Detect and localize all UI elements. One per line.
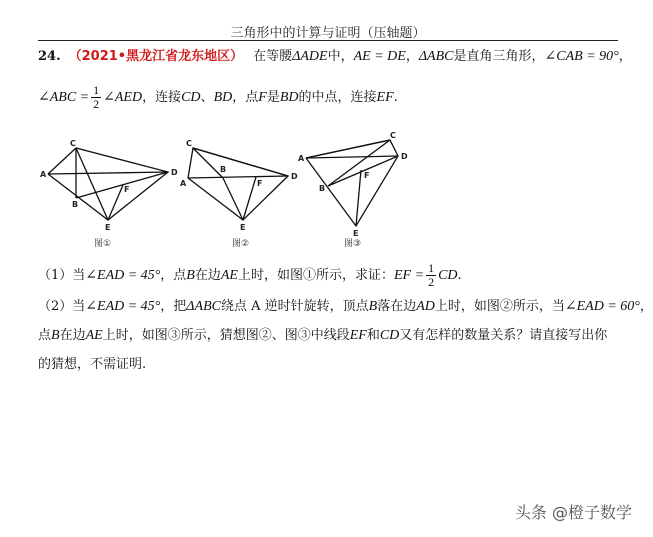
point-label: C xyxy=(70,139,76,148)
part-2-line-2 xyxy=(38,327,607,345)
text: ， xyxy=(618,49,632,64)
math: CD xyxy=(181,90,201,105)
math: EF = xyxy=(394,268,425,283)
text: 绕点 A 逆时针旋转，顶点 xyxy=(220,299,369,314)
text: ，把 xyxy=(160,299,187,314)
text: 和 xyxy=(366,328,380,343)
text: 落在边 xyxy=(377,299,417,314)
math: AD xyxy=(416,299,435,314)
denominator: 2 xyxy=(428,275,435,289)
figure-3-label: 图③ xyxy=(344,239,362,249)
point-label: E xyxy=(105,223,111,232)
math: B xyxy=(51,328,60,343)
text: . xyxy=(393,90,398,105)
math: B xyxy=(368,299,378,314)
text: 是 xyxy=(266,90,280,105)
text: 上时，如图②所示，当 xyxy=(434,299,565,314)
math: CD xyxy=(379,328,400,343)
text: （1）当 xyxy=(38,268,86,283)
text: 在边 xyxy=(59,328,86,343)
point-label: D xyxy=(291,172,298,181)
text: 上时，如图①所示，求证： xyxy=(237,268,394,283)
math: B xyxy=(186,268,195,283)
point-label: D xyxy=(401,152,408,161)
point-label: F xyxy=(364,171,370,180)
point-label: B xyxy=(220,165,227,174)
question-line-1 xyxy=(38,48,632,66)
math: ΔABC xyxy=(418,49,454,64)
point-label: B xyxy=(72,200,79,209)
point-label: F xyxy=(257,179,263,188)
math: AE xyxy=(220,268,238,283)
math: ∠CAB = 90° xyxy=(544,49,619,64)
figure-3 xyxy=(306,140,398,226)
watermark: 头条 @橙子数学 xyxy=(514,503,632,522)
figure-1 xyxy=(48,148,168,220)
point-label: A xyxy=(298,154,305,163)
figure-1-label: 图① xyxy=(94,239,112,249)
geometry-figures xyxy=(38,128,458,254)
text: ，点 xyxy=(232,90,259,105)
text: ，点 xyxy=(160,268,187,283)
figure-2 xyxy=(188,148,288,220)
header-rule xyxy=(38,40,618,41)
figure-2-label: 图② xyxy=(232,239,250,249)
text: ，连接 xyxy=(142,90,182,105)
math: EF xyxy=(376,90,394,105)
text: 中， xyxy=(327,49,354,64)
point-label: E xyxy=(353,229,359,238)
math: BD xyxy=(213,90,233,105)
text: 、 xyxy=(200,90,214,105)
math: EF xyxy=(349,328,367,343)
math: ∠ABC = xyxy=(38,90,90,105)
text: 是直角三角形， xyxy=(453,49,545,64)
point-label: D xyxy=(171,168,178,177)
numerator: 1 xyxy=(93,83,100,97)
fraction-half xyxy=(426,262,436,289)
math: ΔADE xyxy=(292,49,328,64)
fraction-half xyxy=(91,84,101,111)
text: ， xyxy=(639,299,653,314)
math: ∠AED xyxy=(103,90,143,105)
text: 点 xyxy=(38,328,52,343)
part-2-line-3: 的猜想，不需证明. xyxy=(38,357,147,372)
math: F xyxy=(258,90,267,105)
question-number: 24. xyxy=(38,49,61,64)
text: 在边 xyxy=(194,268,221,283)
text: （2）当 xyxy=(38,299,86,314)
math: ΔABC xyxy=(186,299,221,314)
point-label: A xyxy=(40,170,47,179)
math: AE = DE xyxy=(353,49,406,64)
text: 在等腰 xyxy=(253,49,293,64)
math: CD xyxy=(438,268,458,283)
page-header: 三角形中的计算与证明（压轴题） xyxy=(230,26,426,41)
question-line-2 xyxy=(38,84,398,111)
point-label: B xyxy=(319,184,326,193)
math: ∠EAD = 45° xyxy=(85,268,161,283)
part-1 xyxy=(38,262,462,289)
question-source: （2021•黑龙江省龙东地区） xyxy=(68,49,244,64)
text: 的中点，连接 xyxy=(298,90,377,105)
text: . xyxy=(457,268,462,283)
numerator: 1 xyxy=(428,261,435,275)
point-label: C xyxy=(186,139,192,148)
math: ∠EAD = 60° xyxy=(564,299,640,314)
text: 上时，如图③所示，猜想图②、图③中线段 xyxy=(102,328,350,343)
denominator: 2 xyxy=(93,97,100,111)
part-2-line-1 xyxy=(38,298,653,316)
point-label: F xyxy=(124,185,130,194)
math: AE xyxy=(85,328,103,343)
point-label: C xyxy=(390,131,396,140)
math: ∠EAD = 45° xyxy=(85,299,161,314)
text: 又有怎样的数量关系？请直接写出你 xyxy=(399,328,608,343)
point-label: E xyxy=(240,223,246,232)
point-label: A xyxy=(180,179,187,188)
math: BD xyxy=(279,90,299,105)
text: ， xyxy=(405,49,419,64)
